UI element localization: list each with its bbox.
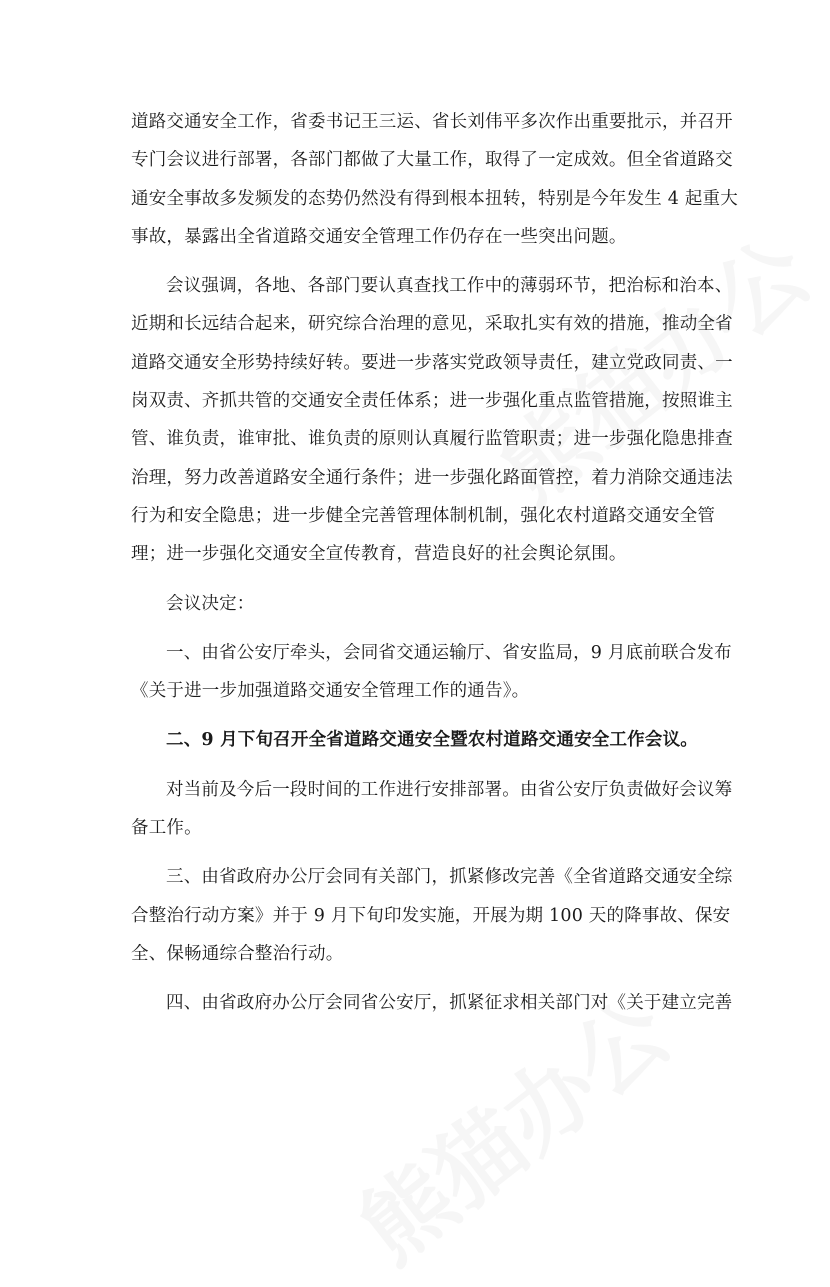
text-line: 通安全事故多发频发的态势仍然没有得到根本扭转，特别是今年发生 4 起重大 <box>131 188 738 209</box>
text-line: 一、由省公安厅牵头，会同省交通运输厅、省安监局，9 月底前联合发布 <box>166 642 732 663</box>
paragraph-item-one <box>131 634 732 711</box>
text-line: 治理，努力改善道路安全通行条件；进一步强化路面管控，着力消除交通违法 <box>131 467 733 488</box>
text-line: 备工作。 <box>131 818 202 839</box>
text-line: 会议决定： <box>166 593 255 614</box>
text-line: 全、保畅通综合整治行动。 <box>131 943 344 964</box>
paragraph-continuation <box>131 103 738 256</box>
paragraph-item-two-detail <box>131 771 733 848</box>
text-line: 三、由省政府办公厅会同有关部门，抓紧修改完善《全省道路交通安全综 <box>166 867 733 888</box>
text-line: 管、谁负责，谁审批、谁负责的原则认真履行监管职责；进一步强化隐患排查 <box>131 429 733 450</box>
text-line: 合整治行动方案》并于 9 月下旬印发实施，开展为期 100 天的降事故、保安 <box>131 905 731 926</box>
text-line: 专门会议进行部署，各部门都做了大量工作，取得了一定成效。但全省道路交 <box>131 150 733 171</box>
text-line: 道路交通安全工作，省委书记王三运、省长刘伟平多次作出重要批示，并召开 <box>131 112 733 132</box>
paragraph-decision-heading <box>131 585 705 623</box>
paragraph-item-three <box>131 858 733 973</box>
text-line: 事故，暴露出全省道路交通安全管理工作仍存在一些突出问题。 <box>131 226 627 247</box>
paragraph-item-four <box>131 984 733 1022</box>
paragraph-item-two-heading <box>131 721 705 759</box>
text-line: 会议强调，各地、各部门要认真查找工作中的薄弱环节，把治标和治本、 <box>166 276 733 297</box>
text-line: 对当前及今后一段时间的工作进行安排部署。由省公安厅负责做好会议筹 <box>166 779 733 800</box>
text-line: 《关于进一步加强道路交通安全管理工作的通告》。 <box>131 681 530 702</box>
text-line: 近期和长远结合起来，研究综合治理的意见，采取扎实有效的措施，推动全省 <box>131 314 733 335</box>
text-line: 理；进一步强化交通安全宣传教育，营造良好的社会舆论氛围。 <box>131 544 627 565</box>
text-line: 四、由省政府办公厅会同省公安厅，抓紧征求相关部门对《关于建立完善 <box>166 993 733 1014</box>
text-line: 二、9 月下旬召开全省道路交通安全暨农村道路交通安全工作会议。 <box>166 730 698 751</box>
document-body <box>131 103 738 1023</box>
text-line: 道路交通安全形势持续好转。要进一步落实党政领导责任，建立党政同责、一 <box>131 352 733 373</box>
text-line: 岗双责、齐抓共管的交通安全责任体系；进一步强化重点监管措施，按照谁主 <box>131 391 733 412</box>
paragraph-meeting-emphasis <box>131 267 733 573</box>
text-line: 行为和安全隐患；进一步健全完善管理体制机制，强化农村道路交通安全管 <box>131 505 716 526</box>
